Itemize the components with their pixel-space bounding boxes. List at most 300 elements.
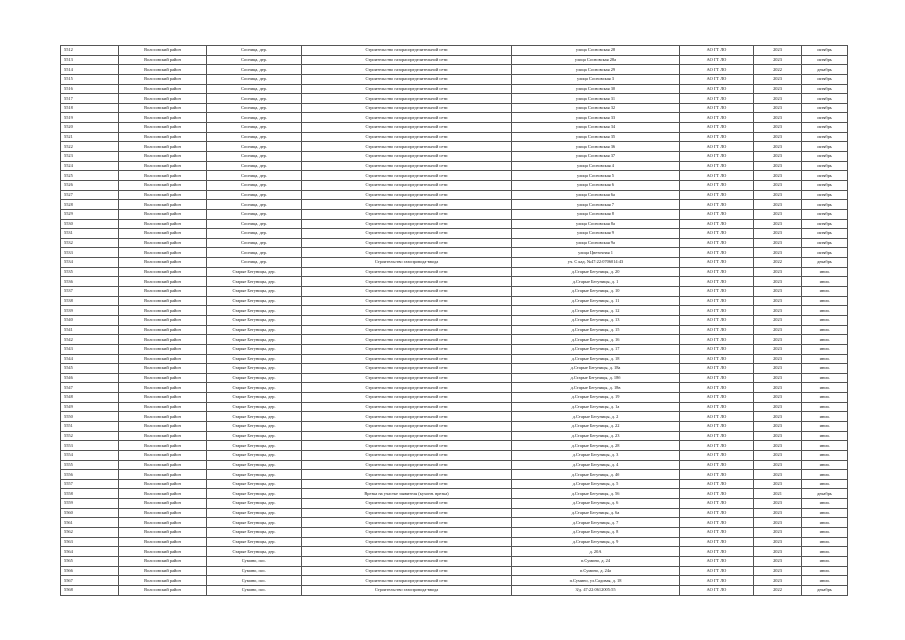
table-row: [61, 566, 848, 576]
row-number: 5545: [61, 364, 119, 374]
month-cell: июль: [802, 441, 848, 451]
work-type-cell: Врезка на участке заявителя (кухонн. врезка): [302, 489, 512, 499]
settlement-cell: Старые Бегуницы, дер.: [207, 296, 302, 306]
row-number: 5530: [61, 219, 119, 229]
work-type-cell: Строительство газораспределительной сети: [302, 296, 512, 306]
work-type-cell: Строительство газораспределительной сети: [302, 373, 512, 383]
work-type-cell: Строительство газораспределительной сети: [302, 267, 512, 277]
month-cell: июль: [802, 325, 848, 335]
row-number: 5517: [61, 94, 119, 104]
contractor-cell: АО ГТ ЛО: [680, 470, 754, 480]
contractor-cell: АО ГТ ЛО: [680, 528, 754, 538]
district-cell: Волосовский район: [119, 508, 207, 518]
district-cell: Волосовский район: [119, 344, 207, 354]
contractor-cell: АО ГТ ЛО: [680, 152, 754, 162]
settlement-cell: Сосница, дер.: [207, 229, 302, 239]
work-type-cell: Строительство газораспределительной сети: [302, 325, 512, 335]
settlement-cell: Сосница, дер.: [207, 180, 302, 190]
year-cell: 2023: [754, 576, 802, 586]
contractor-cell: АО ГТ ЛО: [680, 180, 754, 190]
district-cell: Волосовский район: [119, 200, 207, 210]
table-row: [61, 200, 848, 210]
contractor-cell: АО ГТ ЛО: [680, 55, 754, 65]
work-type-cell: Строительство газораспределительной сети: [302, 450, 512, 460]
table-row: [61, 315, 848, 325]
district-cell: Волосовский район: [119, 518, 207, 528]
year-cell: 2023: [754, 55, 802, 65]
work-type-cell: Строительство газопровода-ввода: [302, 585, 512, 595]
year-cell: 2023: [754, 190, 802, 200]
table-row: [61, 585, 848, 595]
row-number: 5559: [61, 499, 119, 509]
work-type-cell: Строительство газораспределительной сети: [302, 248, 512, 258]
year-cell: 2023: [754, 566, 802, 576]
table-row: [61, 142, 848, 152]
address-cell: д.Старые Бегуницы, д. 15: [512, 325, 680, 335]
row-number: 5523: [61, 152, 119, 162]
district-cell: Волосовский район: [119, 431, 207, 441]
year-cell: 2023: [754, 508, 802, 518]
contractor-cell: АО ГТ ЛО: [680, 113, 754, 123]
year-cell: 2023: [754, 325, 802, 335]
month-cell: октябрь: [802, 152, 848, 162]
address-cell: д.Старые Бегуницы, д. 20: [512, 267, 680, 277]
district-cell: Волосовский район: [119, 267, 207, 277]
address-cell: улица Цветочная 1: [512, 248, 680, 258]
contractor-cell: АО ГТ ЛО: [680, 267, 754, 277]
month-cell: июль: [802, 556, 848, 566]
year-cell: 2023: [754, 441, 802, 451]
month-cell: июль: [802, 576, 848, 586]
table-row: [61, 325, 848, 335]
district-cell: Волосовский район: [119, 277, 207, 287]
row-number: 5553: [61, 441, 119, 451]
district-cell: Волосовский район: [119, 132, 207, 142]
year-cell: 2023: [754, 344, 802, 354]
district-cell: Волосовский район: [119, 566, 207, 576]
contractor-cell: АО ГТ ЛО: [680, 499, 754, 509]
contractor-cell: АО ГТ ЛО: [680, 219, 754, 229]
district-cell: Волосовский район: [119, 393, 207, 403]
work-type-cell: Строительство газораспределительной сети: [302, 547, 512, 557]
month-cell: октябрь: [802, 55, 848, 65]
district-cell: Волосовский район: [119, 547, 207, 557]
month-cell: октябрь: [802, 74, 848, 84]
address-cell: д.Старые Бегуницы, д. 18в: [512, 383, 680, 393]
work-type-cell: Строительство газораспределительной сети: [302, 431, 512, 441]
contractor-cell: АО ГТ ЛО: [680, 335, 754, 345]
month-cell: июль: [802, 393, 848, 403]
contractor-cell: АО ГТ ЛО: [680, 383, 754, 393]
contractor-cell: АО ГТ ЛО: [680, 248, 754, 258]
row-number: 5560: [61, 508, 119, 518]
address-cell: д.Старые Бегуницы, д. 8: [512, 528, 680, 538]
work-type-cell: Строительство газораспределительной сети: [302, 441, 512, 451]
contractor-cell: АО ГТ ЛО: [680, 296, 754, 306]
work-type-cell: Строительство газораспределительной сети: [302, 412, 512, 422]
address-cell: д.Старые Бегуницы, д. 19: [512, 393, 680, 403]
year-cell: 2023: [754, 421, 802, 431]
district-cell: Волосовский район: [119, 499, 207, 509]
table-row: [61, 296, 848, 306]
settlement-cell: Старые Бегуницы, дер.: [207, 460, 302, 470]
year-cell: 2023: [754, 528, 802, 538]
contractor-cell: АО ГТ ЛО: [680, 450, 754, 460]
table-row: [61, 65, 848, 75]
table-row: [61, 171, 848, 181]
work-type-cell: Строительство газораспределительной сети: [302, 556, 512, 566]
work-type-cell: Строительство газораспределительной сети: [302, 508, 512, 518]
address-cell: д.Старые Бегуницы, д. 18: [512, 354, 680, 364]
district-cell: Волосовский район: [119, 258, 207, 268]
work-type-cell: Строительство газораспределительной сети: [302, 421, 512, 431]
row-number: 5566: [61, 566, 119, 576]
year-cell: 2023: [754, 248, 802, 258]
row-number: 5546: [61, 373, 119, 383]
address-cell: улица Сосновская 5: [512, 171, 680, 181]
work-type-cell: Строительство газораспределительной сети: [302, 364, 512, 374]
year-cell: 2023: [754, 354, 802, 364]
table-row: [61, 489, 848, 499]
work-type-cell: Строительство газораспределительной сети: [302, 180, 512, 190]
row-number: 5524: [61, 161, 119, 171]
row-number: 5514: [61, 65, 119, 75]
contractor-cell: АО ГТ ЛО: [680, 412, 754, 422]
table-row: [61, 556, 848, 566]
district-cell: Волосовский район: [119, 94, 207, 104]
work-type-cell: Строительство газораспределительной сети: [302, 277, 512, 287]
month-cell: июль: [802, 315, 848, 325]
month-cell: июль: [802, 431, 848, 441]
month-cell: октябрь: [802, 132, 848, 142]
document-page: [60, 45, 847, 596]
contractor-cell: АО ГТ ЛО: [680, 585, 754, 595]
contractor-cell: АО ГТ ЛО: [680, 161, 754, 171]
year-cell: 2021: [754, 489, 802, 499]
table-row: [61, 152, 848, 162]
settlement-cell: Сосница, дер.: [207, 142, 302, 152]
district-cell: Волосовский район: [119, 55, 207, 65]
contractor-cell: АО ГТ ЛО: [680, 142, 754, 152]
month-cell: декабрь: [802, 65, 848, 75]
work-type-cell: Строительство газораспределительной сети: [302, 142, 512, 152]
address-cell: д.Старые Бегуницы, д. 11: [512, 296, 680, 306]
table-row: [61, 84, 848, 94]
table-row: [61, 508, 848, 518]
settlement-cell: Сумино, пос.: [207, 556, 302, 566]
work-type-cell: Строительство газораспределительной сети: [302, 479, 512, 489]
row-number: 5534: [61, 258, 119, 268]
row-number: 5512: [61, 46, 119, 56]
address-cell: З/д. 47:22:0612005:55: [512, 585, 680, 595]
address-cell: д.Старые Бегуницы, д. 13: [512, 315, 680, 325]
table-row: [61, 209, 848, 219]
table-row: [61, 499, 848, 509]
row-number: 5541: [61, 325, 119, 335]
settlement-cell: Старые Бегуницы, дер.: [207, 489, 302, 499]
table-row: [61, 229, 848, 239]
district-cell: Волосовский район: [119, 354, 207, 364]
table-row: [61, 238, 848, 248]
settlement-cell: Сосница, дер.: [207, 238, 302, 248]
district-cell: Волосовский район: [119, 335, 207, 345]
year-cell: 2023: [754, 537, 802, 547]
district-cell: Волосовский район: [119, 556, 207, 566]
district-cell: Волосовский район: [119, 219, 207, 229]
district-cell: Волосовский район: [119, 229, 207, 239]
settlement-cell: Сосница, дер.: [207, 113, 302, 123]
row-number: 5522: [61, 142, 119, 152]
row-number: 5520: [61, 123, 119, 133]
settlement-cell: Сосница, дер.: [207, 171, 302, 181]
table-row: [61, 576, 848, 586]
work-type-cell: Строительство газораспределительной сети: [302, 200, 512, 210]
work-type-cell: Строительство газораспределительной сети: [302, 65, 512, 75]
table-row: [61, 55, 848, 65]
contractor-cell: АО ГТ ЛО: [680, 238, 754, 248]
work-type-cell: Строительство газораспределительной сети: [302, 171, 512, 181]
year-cell: 2022: [754, 65, 802, 75]
address-cell: улица Сосновская 35: [512, 132, 680, 142]
settlement-cell: Сосница, дер.: [207, 248, 302, 258]
address-cell: д.Старые Бегуницы, д. 7: [512, 518, 680, 528]
table-row: [61, 528, 848, 538]
settlement-cell: Старые Бегуницы, дер.: [207, 354, 302, 364]
settlement-cell: Старые Бегуницы, дер.: [207, 277, 302, 287]
address-cell: д.Старые Бегуницы, д. 23: [512, 431, 680, 441]
contractor-cell: АО ГТ ЛО: [680, 74, 754, 84]
row-number: 5526: [61, 180, 119, 190]
settlement-cell: Сосница, дер.: [207, 123, 302, 133]
district-cell: Волосовский район: [119, 113, 207, 123]
settlement-cell: Сумино, пос.: [207, 566, 302, 576]
district-cell: Волосовский район: [119, 402, 207, 412]
contractor-cell: АО ГТ ЛО: [680, 306, 754, 316]
settlement-cell: Старые Бегуницы, дер.: [207, 325, 302, 335]
address-cell: улица Сосновская 4: [512, 161, 680, 171]
year-cell: 2023: [754, 113, 802, 123]
contractor-cell: АО ГТ ЛО: [680, 393, 754, 403]
settlement-cell: Старые Бегуницы, дер.: [207, 306, 302, 316]
settlement-cell: Сосница, дер.: [207, 200, 302, 210]
year-cell: 2023: [754, 296, 802, 306]
row-number: 5565: [61, 556, 119, 566]
contractor-cell: АО ГТ ЛО: [680, 373, 754, 383]
table-row: [61, 103, 848, 113]
work-type-cell: Строительство газораспределительной сети: [302, 537, 512, 547]
table-row: [61, 470, 848, 480]
work-type-cell: Строительство газораспределительной сети: [302, 566, 512, 576]
year-cell: 2022: [754, 585, 802, 595]
month-cell: октябрь: [802, 84, 848, 94]
address-cell: п.Сумино, ул.Садовая, д. 18: [512, 576, 680, 586]
contractor-cell: АО ГТ ЛО: [680, 200, 754, 210]
settlement-cell: Старые Бегуницы, дер.: [207, 499, 302, 509]
address-cell: улица Сосновская 8: [512, 209, 680, 219]
year-cell: 2023: [754, 479, 802, 489]
contractor-cell: АО ГТ ЛО: [680, 315, 754, 325]
district-cell: Волосовский район: [119, 46, 207, 56]
work-type-cell: Строительство газораспределительной сети: [302, 123, 512, 133]
settlement-cell: Сосница, дер.: [207, 55, 302, 65]
month-cell: июль: [802, 373, 848, 383]
year-cell: 2023: [754, 364, 802, 374]
work-type-cell: Строительство газораспределительной сети: [302, 84, 512, 94]
table-row: [61, 344, 848, 354]
address-cell: п.Сумино, д. 24а: [512, 566, 680, 576]
year-cell: 2023: [754, 180, 802, 190]
work-type-cell: Строительство газораспределительной сети: [302, 55, 512, 65]
settlement-cell: Старые Бегуницы, дер.: [207, 441, 302, 451]
month-cell: июль: [802, 518, 848, 528]
district-cell: Волосовский район: [119, 123, 207, 133]
address-cell: д.Старые Бегуницы, д. 18а: [512, 364, 680, 374]
address-cell: д. 20А: [512, 547, 680, 557]
table-row: [61, 258, 848, 268]
address-cell: д.Старые Бегуницы, д. 2: [512, 412, 680, 422]
table-row: [61, 277, 848, 287]
row-number: 5561: [61, 518, 119, 528]
month-cell: октябрь: [802, 142, 848, 152]
work-type-cell: Строительство газораспределительной сети: [302, 499, 512, 509]
address-cell: улица Сосновская 37: [512, 152, 680, 162]
row-number: 5521: [61, 132, 119, 142]
row-number: 5563: [61, 537, 119, 547]
year-cell: 2023: [754, 142, 802, 152]
month-cell: октябрь: [802, 200, 848, 210]
settlement-cell: Старые Бегуницы, дер.: [207, 518, 302, 528]
row-number: 5544: [61, 354, 119, 364]
work-type-cell: Строительство газораспределительной сети: [302, 161, 512, 171]
settlement-cell: Старые Бегуницы, дер.: [207, 393, 302, 403]
row-number: 5556: [61, 470, 119, 480]
work-type-cell: Строительство газораспределительной сети: [302, 74, 512, 84]
table-row: [61, 393, 848, 403]
row-number: 5531: [61, 229, 119, 239]
row-number: 5529: [61, 209, 119, 219]
address-cell: д.Старые Бегуницы, д. 10: [512, 287, 680, 297]
gasification-table: [60, 45, 848, 596]
district-cell: Волосовский район: [119, 412, 207, 422]
table-row: [61, 94, 848, 104]
row-number: 5535: [61, 267, 119, 277]
year-cell: 2023: [754, 450, 802, 460]
year-cell: 2023: [754, 335, 802, 345]
row-number: 5568: [61, 585, 119, 595]
table-row: [61, 479, 848, 489]
district-cell: Волосовский район: [119, 421, 207, 431]
year-cell: 2023: [754, 306, 802, 316]
district-cell: Волосовский район: [119, 470, 207, 480]
contractor-cell: АО ГТ ЛО: [680, 94, 754, 104]
row-number: 5555: [61, 460, 119, 470]
contractor-cell: АО ГТ ЛО: [680, 566, 754, 576]
settlement-cell: Сосница, дер.: [207, 65, 302, 75]
address-cell: д.Старые Бегуницы, д. 56: [512, 489, 680, 499]
table-row: [61, 267, 848, 277]
table-row: [61, 402, 848, 412]
row-number: 5519: [61, 113, 119, 123]
month-cell: октябрь: [802, 171, 848, 181]
table-row: [61, 46, 848, 56]
table-row: [61, 287, 848, 297]
settlement-cell: Сосница, дер.: [207, 74, 302, 84]
district-cell: Волосовский район: [119, 479, 207, 489]
district-cell: Волосовский район: [119, 152, 207, 162]
address-cell: улица Сосновская 28: [512, 46, 680, 56]
table-row: [61, 441, 848, 451]
row-number: 5538: [61, 296, 119, 306]
district-cell: Волосовский район: [119, 248, 207, 258]
year-cell: 2023: [754, 123, 802, 133]
table-row: [61, 180, 848, 190]
table-row: [61, 113, 848, 123]
contractor-cell: АО ГТ ЛО: [680, 518, 754, 528]
row-number: 5542: [61, 335, 119, 345]
month-cell: октябрь: [802, 219, 848, 229]
year-cell: 2023: [754, 46, 802, 56]
row-number: 5515: [61, 74, 119, 84]
work-type-cell: Строительство газораспределительной сети: [302, 287, 512, 297]
year-cell: 2023: [754, 171, 802, 181]
row-number: 5528: [61, 200, 119, 210]
settlement-cell: Сосница, дер.: [207, 161, 302, 171]
address-cell: уч. С кад. №47:22:0706014:43: [512, 258, 680, 268]
settlement-cell: Сосница, дер.: [207, 46, 302, 56]
address-cell: д.Старые Бегуницы, д. 4б: [512, 470, 680, 480]
settlement-cell: Старые Бегуницы, дер.: [207, 383, 302, 393]
row-number: 5552: [61, 431, 119, 441]
district-cell: Волосовский район: [119, 489, 207, 499]
contractor-cell: АО ГТ ЛО: [680, 537, 754, 547]
contractor-cell: АО ГТ ЛО: [680, 65, 754, 75]
month-cell: октябрь: [802, 94, 848, 104]
address-cell: п.Сумино, д. 24: [512, 556, 680, 566]
month-cell: октябрь: [802, 180, 848, 190]
row-number: 5543: [61, 344, 119, 354]
month-cell: октябрь: [802, 161, 848, 171]
month-cell: декабрь: [802, 258, 848, 268]
month-cell: октябрь: [802, 238, 848, 248]
work-type-cell: Строительство газораспределительной сети: [302, 393, 512, 403]
district-cell: Волосовский район: [119, 142, 207, 152]
table-row: [61, 190, 848, 200]
row-number: 5525: [61, 171, 119, 181]
year-cell: 2023: [754, 200, 802, 210]
month-cell: июль: [802, 508, 848, 518]
work-type-cell: Строительство газораспределительной сети: [302, 528, 512, 538]
table-row: [61, 518, 848, 528]
settlement-cell: Старые Бегуницы, дер.: [207, 421, 302, 431]
district-cell: Волосовский район: [119, 315, 207, 325]
settlement-cell: Старые Бегуницы, дер.: [207, 402, 302, 412]
settlement-cell: Сумино, пос.: [207, 576, 302, 586]
month-cell: июль: [802, 306, 848, 316]
row-number: 5567: [61, 576, 119, 586]
contractor-cell: АО ГТ ЛО: [680, 229, 754, 239]
district-cell: Волосовский район: [119, 528, 207, 538]
settlement-cell: Старые Бегуницы, дер.: [207, 547, 302, 557]
month-cell: июль: [802, 547, 848, 557]
work-type-cell: Строительство газораспределительной сети: [302, 470, 512, 480]
row-number: 5537: [61, 287, 119, 297]
year-cell: 2023: [754, 499, 802, 509]
settlement-cell: Сосница, дер.: [207, 84, 302, 94]
address-cell: д.Старые Бегуницы, д. 1: [512, 277, 680, 287]
work-type-cell: Строительство газораспределительной сети: [302, 152, 512, 162]
month-cell: июль: [802, 450, 848, 460]
table-row: [61, 450, 848, 460]
